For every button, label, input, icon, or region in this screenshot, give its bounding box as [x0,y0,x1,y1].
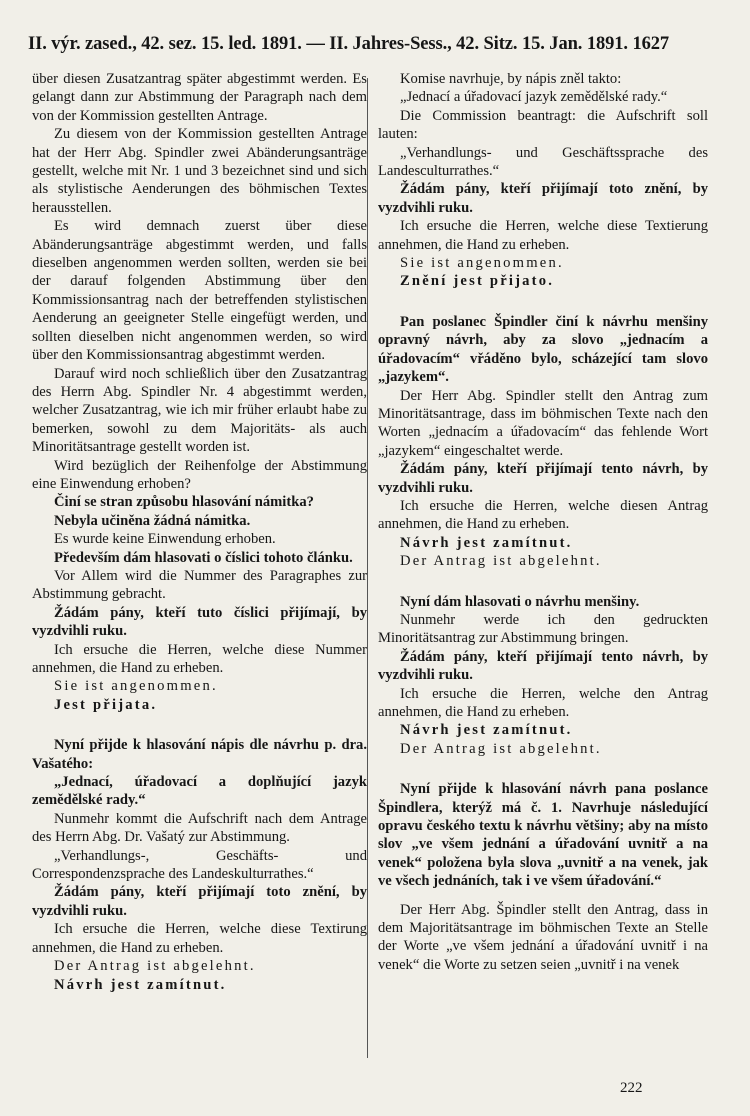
paragraph: Ich ersuche die Herren, welche den Antrag annehmen, die Hand zu erheben. [378,685,708,720]
paragraph: Die Commission beantragt: die Aufschrift soll lauten: [378,107,708,143]
paragraph: Sie ist angenommen. [400,255,564,272]
paragraph-gap [32,714,367,736]
paragraph: „Jednací a úřadovací jazyk zemědělské rady.“ [400,89,668,106]
paragraph: Darauf wird noch schließlich über den Zusatzantrag des Herrn Abg. Spindler Nr. 4 abgestimmt werden, welcher Zusatzantrag, wie ich mir früher erlaubt habe zu bemerken, sowohl zu dem Majoritäts- als auch Minoritätsantrage gestellt worden ist. [32,365,367,456]
paragraph: Vor Allem wird die Nummer des Paragraphes zur Abstimmung gebracht. [32,567,367,603]
paragraph: Žádám pány, kteří přijímají toto znění, by vyzdvihli ruku. [32,884,367,919]
paragraph-gap [378,571,708,593]
paragraph: Wird bezüglich der Reihenfolge der Abstimmung eine Einwendung erhoben? [32,457,367,492]
paragraph: Návrh jest zamítnut. [400,534,573,551]
paragraph: Nunmehr werde ich den gedruckten Minoritätsantrag zur Abstimmung bringen. [378,611,708,647]
paragraph: Žádám pány, kteří přijímají toto znění, by vyzdvihli ruku. [378,181,708,216]
paragraph: Ich ersuche die Herren, welche diese Textierung annehmen, die Hand zu erheben. [378,218,708,253]
paragraph: Žádám pány, kteří přijímají tento návrh, by vyzdvihli ruku. [378,461,708,496]
paragraph: Žádám pány, kteří tuto číslici přijímají, by vyzdvihli ruku. [32,604,367,640]
paragraph: Es wird demnach zuerst über diese Abänderungsanträge abgestimmt werden, und falls dieselben angenommen werden sollten, werden sie bei der darauf folgenden Abstimmung über den Kommissionsantrag nach der betreffenden stylistischen Aenderung an geeigneter Stelle eingefügt werden, und sollten dieselben nicht angenommen werden, so wird über den Kommissionsantrag abgestimmt werden. [32,218,367,364]
paragraph: „Verhandlungs-, Geschäfts- und Correspondenzsprache des Landeskulturrathes.“ [32,847,367,883]
paragraph: Ich ersuche die Herren, welche diese Textirung annehmen, die Hand zu erheben. [32,921,367,956]
paragraph: Činí se stran způsobu hlasování námitka? [54,494,314,511]
paragraph-gap [378,291,708,313]
paragraph: Der Antrag ist abgelehnt. [54,958,256,975]
paragraph: Návrh jest zamítnut. [400,722,573,739]
paragraph: „Jednací, úřadovací a doplňující jazyk zemědělské rady.“ [32,774,367,809]
signature-number: 222 [620,1080,643,1096]
paragraph: Nebyla učiněna žádná námitka. [54,512,251,529]
right-column [378,70,708,974]
paragraph: Nunmehr kommt die Aufschrift nach dem Antrage des Herrn Abg. Dr. Vašatý zur Abstimmung. [32,810,367,846]
paragraph: Žádám pány, kteří přijímají tento návrh, by vyzdvihli ruku. [378,648,708,684]
page-header: II. výr. zased., 42. sez. 15. led. 1891. — II. Jahres-Sess., 42. Sitz. 15. Jan. 1891. 1627 [28,34,670,54]
paragraph: Es wurde keine Einwendung erhoben. [54,531,276,548]
paragraph: Nyní přijde k hlasování návrh pana poslance Špindlera, kterýž má č. 1. Navrhuje následující opravu českého textu k návrhu většiny; aby na místo slov „ve všem jednání a úřadování uvnitř a na venek“ položena byla slova „uvnitř a na venek, jak ve všech jednáních, tak i ve všem úřadování.“ [378,781,708,890]
paragraph: über diesen Zusatzantrag später abgestimmt werden. Es gelangt dann zur Abstimmung der Paragraph nach dem von der Kommission gestellten Antrage. [32,71,367,124]
paragraph: Komise navrhuje, by nápis zněl takto: [400,71,622,87]
paragraph: Der Antrag ist abgelehnt. [400,740,602,757]
paragraph: Především dám hlasovati o číslici tohoto článku. [54,549,353,566]
paragraph: Pan poslanec Špindler činí k návrhu menšiny opravný návrh, aby za slovo „jednacím a úřadovacím“ vřáděno bylo, scházející tam slovo „jazykem“. [378,313,708,386]
paragraph: Der Herr Abg. Špindler stellt den Antrag, dass in dem Majoritätsantrage im böhmischen Texte an Stelle der Worte „ve všem jednání a úřadování uvnitř i na venek“ die Worte zu setzen seien „uvnitř i na venek [378,901,708,973]
paragraph: Der Antrag ist abgelehnt. [400,553,602,570]
paragraph: Ich ersuche die Herren, welche diese Nummer annehmen, die Hand zu erheben. [32,641,367,676]
paragraph: Jest přijata. [54,696,158,713]
paragraph: Zu diesem von der Kommission gestellten Antrage hat der Herr Abg. Spindler zwei Abänderungsanträge gestellt, welche mit Nr. 1 und 3 bezeichnet sind und sich als stylistische Aenderungen des böhmischen Textes herausstellen. [32,126,367,216]
paragraph: Der Herr Abg. Spindler stellt den Antrag zum Minoritätsantrage, dass im böhmischen Texte nach den Worten „jednacím a úřadovacím“ das fehlende Wort „jazykem“ eingeschaltet werde. [378,387,708,459]
column-divider [367,78,368,1058]
paragraph: Nyní přijde k hlasování nápis dle návrhu p. dra. Vašatého: [32,737,367,772]
paragraph: Znění jest přijato. [400,273,555,290]
paragraph: Návrh jest zamítnut. [54,976,227,993]
left-column [32,70,367,994]
paragraph: „Verhandlungs- und Geschäftssprache des Landesculturrathes.“ [378,144,708,180]
paragraph: Sie ist angenommen. [54,678,218,695]
paragraph: Ich ersuche die Herren, welche diesen Antrag annehmen, die Hand zu erheben. [378,497,708,533]
paragraph: Nyní dám hlasovati o návrhu menšiny. [400,593,640,610]
paragraph-gap [378,758,708,780]
paragraph-gap [378,891,708,901]
